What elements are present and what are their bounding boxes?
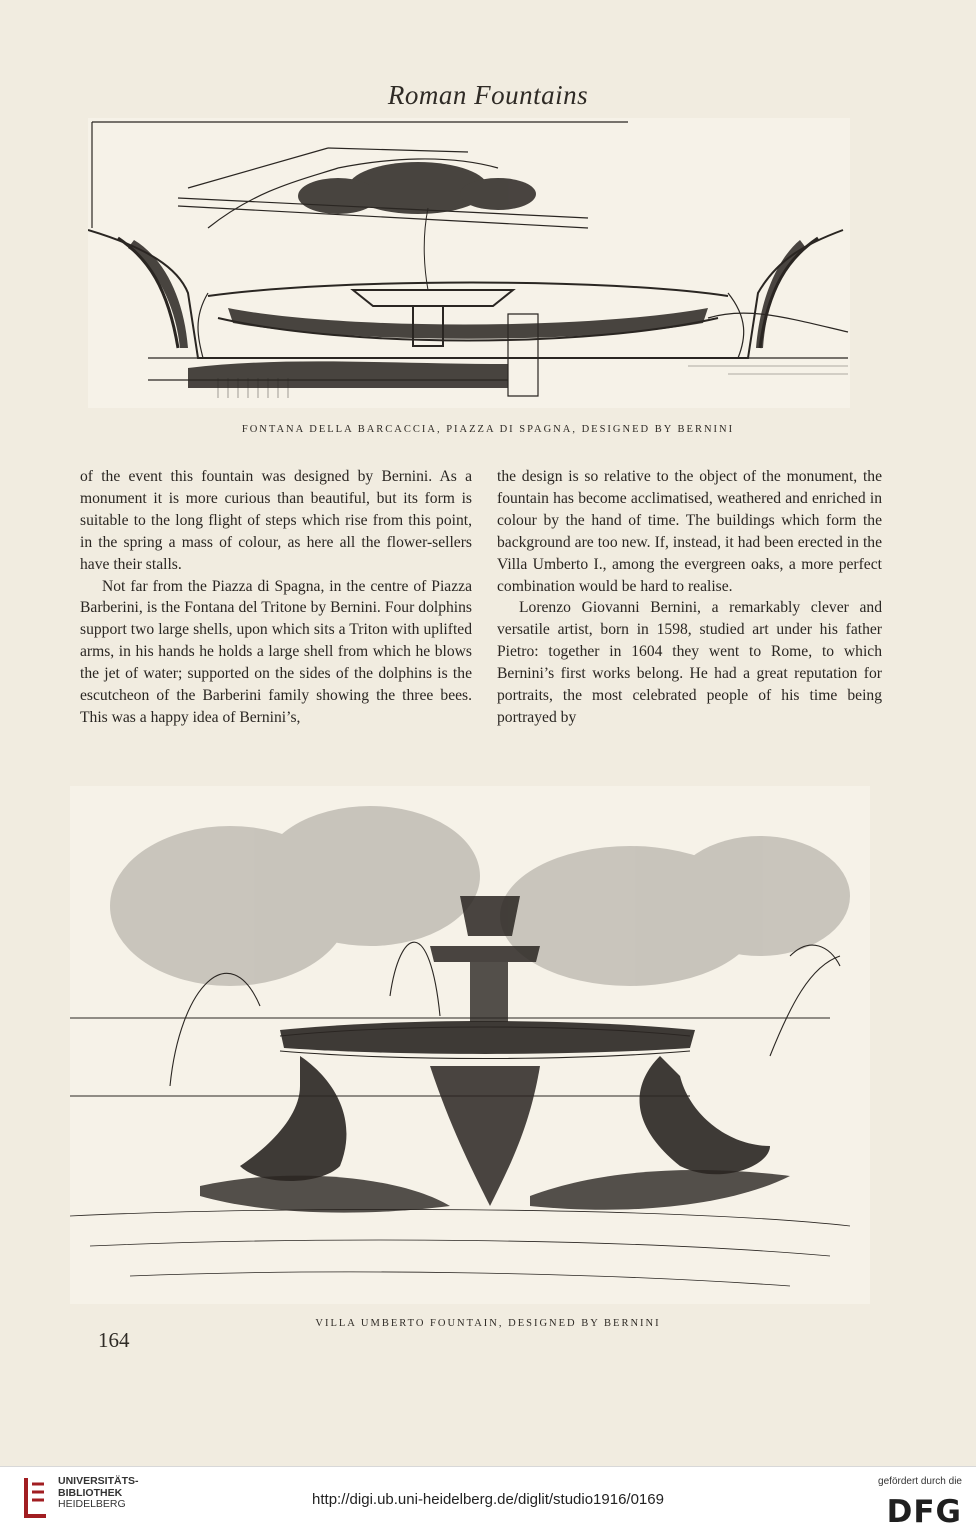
left-text-column bbox=[80, 466, 472, 729]
paragraph: the design is so relative to the object of the monument, the fountain has become acclimatised, weathered and enriched in colour by the hand of time. The buildings which form the background are too new. If, instead, it had been erected in the Villa Umberto I., among the evergreen oaks, a more perfect combination would be hard to realise. bbox=[497, 468, 882, 595]
figure-caption-barcaccia: FONTANA DELLA BARCACCIA, PIAZZA DI SPAGNA, DESIGNED BY BERNINI bbox=[241, 424, 735, 435]
library-name-line: HEIDELBERG bbox=[58, 1498, 126, 1510]
paragraph: of the event this fountain was designed by Bernini. As a monument it is more curious than beautiful, but its form is suitable to the long flight of steps which rise from this point, in the spring a mass of colour, as here all the flower-sellers have their stalls. bbox=[80, 468, 472, 573]
villa-umberto-illustration bbox=[70, 786, 870, 1304]
page-number: 164 bbox=[98, 1328, 130, 1352]
permalink-url[interactable]: http://digi.ub.uni-heidelberg.de/diglit/studio1916/0169 bbox=[312, 1491, 664, 1508]
funding-note: gefördert durch die bbox=[878, 1476, 962, 1487]
barcaccia-illustration bbox=[88, 118, 850, 408]
footer-bar bbox=[0, 1466, 976, 1539]
right-text-column bbox=[497, 466, 882, 729]
figure-caption-villa-umberto: VILLA UMBERTO FOUNTAIN, DESIGNED BY BERNINI bbox=[315, 1318, 661, 1329]
paragraph: Not far from the Piazza di Spagna, in the centre of Piazza Barberini, is the Fontana del Tritone by Bernini. Four dolphins support two large shells, upon which sits a Triton with uplifted arms, in his hands he holds a large shell from which he blows the jet of water; supported on the sides of the dolphins is the escutcheon of the Barberini family showing the three bees. This was a happy idea of Bernini’s, bbox=[80, 577, 472, 726]
paragraph: Lorenzo Giovanni Bernini, a remarkably clever and versatile artist, born in 1598, studied art under his father Pietro: together in 1604 they went to Rome, to which Bernini’s first works belong. He had a great reputation for portraits, the most celebrated people of his time being portrayed by bbox=[497, 599, 882, 726]
engraving-villa-umberto-fountain bbox=[70, 786, 870, 1304]
engraving-barcaccia-fountain bbox=[88, 118, 850, 408]
library-name-line: BIBLIOTHEK bbox=[58, 1486, 123, 1499]
running-head: Roman Fountains bbox=[387, 80, 589, 110]
library-name-line: UNIVERSITÄTS- bbox=[58, 1475, 139, 1487]
dfg-logo: DFG bbox=[886, 1494, 962, 1530]
